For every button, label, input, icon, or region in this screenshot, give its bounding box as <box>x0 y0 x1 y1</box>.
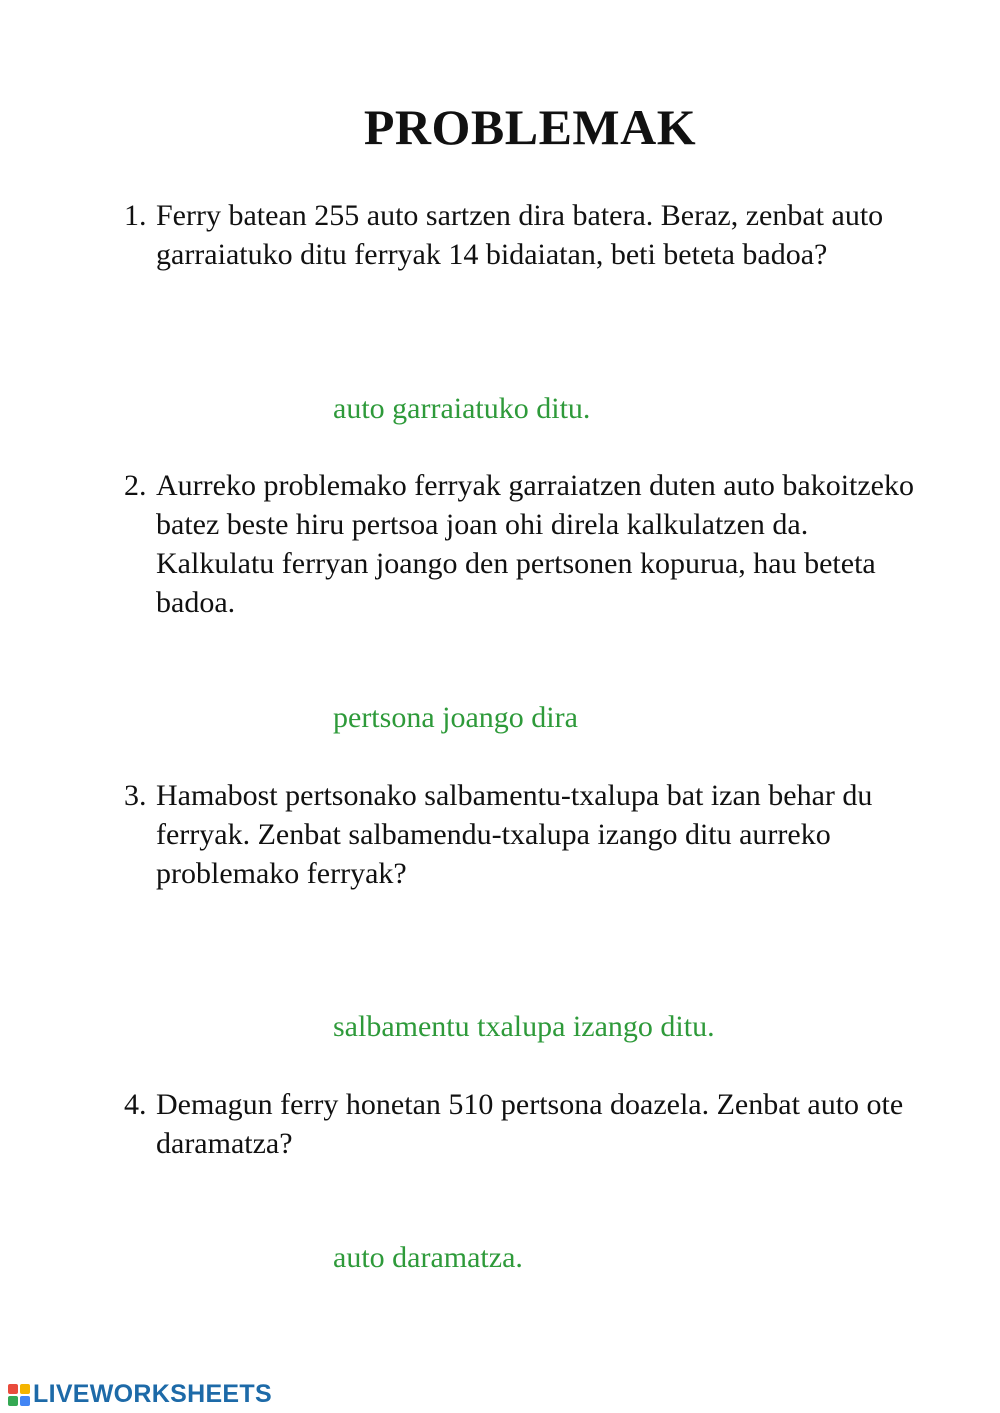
logo-square-2 <box>20 1384 30 1394</box>
problem-text: Hamabost pertsonako salbamentu-txalupa bat izan behar du ferryak. Zenbat salbamendu-txalupa izango ditu aurreko problemako ferryak? <box>156 779 873 890</box>
answer-line-1: auto garraiatuko ditu. <box>333 392 591 425</box>
problem-2 <box>124 466 924 622</box>
problem-4 <box>124 1085 924 1163</box>
problem-text: Ferry batean 255 auto sartzen dira batera. Beraz, zenbat auto garraiatuko ditu ferryak 14 bidaiatan, beti beteta badoa? <box>156 199 884 271</box>
problem-text: Demagun ferry honetan 510 pertsona doazela. Zenbat auto ote daramatza? <box>156 1088 904 1160</box>
logo-square-4 <box>20 1396 30 1406</box>
logo-square-3 <box>8 1396 18 1406</box>
liveworksheets-logo[interactable] <box>8 1380 272 1409</box>
answer-line-2: pertsona joango dira <box>333 701 578 734</box>
problem-number: 1. <box>124 199 147 232</box>
logo-square-1 <box>8 1384 18 1394</box>
problem-number: 3. <box>124 779 147 812</box>
brand-name: LIVEWORKSHEETS <box>33 1380 272 1408</box>
answer-line-4: auto daramatza. <box>333 1241 523 1274</box>
problem-1 <box>124 196 924 274</box>
problem-text: Aurreko problemako ferryak garraiatzen duten auto bakoitzeko batez beste hiru pertsoa joan ohi direla kalkulatzen da. Kalkulatu ferryan joango den pertsonen kopurua, hau beteta badoa. <box>156 469 914 619</box>
problem-number: 2. <box>124 469 147 502</box>
problem-3 <box>124 776 924 893</box>
page-title: PROBLEMAK <box>363 99 697 155</box>
problem-number: 4. <box>124 1088 147 1121</box>
answer-line-3: salbamentu txalupa izango ditu. <box>333 1010 715 1043</box>
liveworksheets-logo-icon <box>8 1384 30 1406</box>
